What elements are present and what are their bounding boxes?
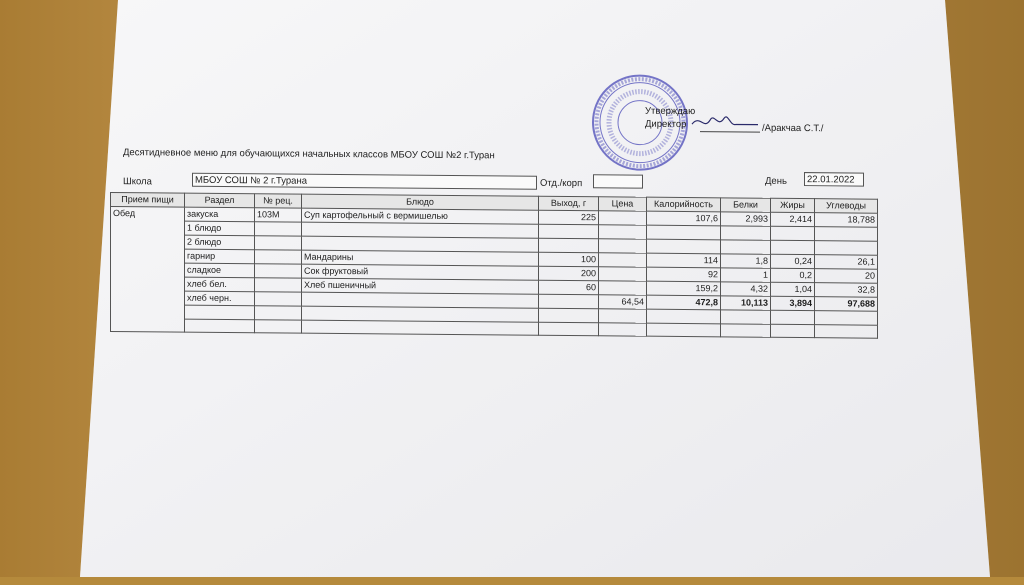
- carbs-cell: 26,1: [815, 255, 878, 270]
- col-header: Раздел: [185, 193, 255, 208]
- recipe-cell: [255, 236, 302, 250]
- protein-cell: 2,993: [721, 212, 771, 226]
- dept-label: Отд./корп: [540, 177, 583, 190]
- dish-cell: Мандарины: [302, 250, 539, 266]
- carbs-cell: 20: [815, 269, 878, 284]
- section-cell: хлеб бел.: [185, 277, 255, 292]
- dish-cell: [302, 320, 539, 336]
- section-cell: хлеб черн.: [185, 291, 255, 306]
- recipe-cell: [255, 264, 302, 278]
- director-position: Директор: [645, 118, 687, 131]
- col-header: Жиры: [771, 198, 815, 212]
- price-cell: [599, 253, 647, 267]
- col-header: Углеводы: [815, 199, 878, 214]
- kcal-cell: [647, 225, 721, 240]
- price-total-cell: 64,54: [599, 295, 647, 309]
- fat-cell: 0,24: [771, 254, 815, 268]
- director-name: /Аракчаа С.Т./: [762, 122, 824, 135]
- protein-total-cell: 10,113: [721, 296, 771, 310]
- school-field: МБОУ СОШ № 2 г.Турана: [192, 173, 537, 190]
- document-title: Десятидневное меню для обучающихся начальных классов МБОУ СОШ №2 г.Туран: [123, 147, 495, 162]
- fat-cell: 2,414: [771, 212, 815, 226]
- section-cell: [185, 319, 255, 333]
- section-cell: гарнир: [185, 249, 255, 264]
- yield-cell: [539, 322, 599, 336]
- school-label: Школа: [123, 176, 152, 188]
- col-header: Прием пищи: [111, 193, 185, 208]
- col-header: Блюдо: [302, 194, 539, 210]
- kcal-cell: [647, 239, 721, 254]
- carbs-cell: [815, 227, 878, 242]
- recipe-cell: [255, 319, 302, 333]
- recipe-cell: [255, 250, 302, 264]
- yield-cell: [539, 308, 599, 322]
- carbs-cell: 18,788: [815, 213, 878, 228]
- recipe-cell: [255, 292, 302, 306]
- carbs-cell: [815, 311, 878, 325]
- col-header: Выход, г: [539, 196, 599, 211]
- fat-total-cell: 3,894: [771, 296, 815, 310]
- dish-cell: Суп картофельный с вермишелью: [302, 208, 539, 224]
- price-cell: [599, 225, 647, 239]
- section-cell: 2 блюдо: [185, 235, 255, 250]
- fat-cell: [771, 324, 815, 338]
- recipe-cell: [255, 278, 302, 292]
- meal-cell: Обед: [111, 207, 185, 333]
- yield-cell: 225: [539, 210, 599, 225]
- col-header: Цена: [599, 197, 647, 211]
- signature: [690, 110, 760, 133]
- carbs-cell: [815, 241, 878, 256]
- section-cell: [185, 305, 255, 319]
- protein-cell: [721, 226, 771, 240]
- yield-cell: [539, 294, 599, 309]
- recipe-cell: [255, 306, 302, 320]
- carbs-cell: [815, 324, 878, 338]
- col-header: Калорийность: [647, 197, 721, 212]
- col-header: № рец.: [255, 194, 302, 208]
- price-cell: [599, 309, 647, 323]
- kcal-total-cell: 472,8: [647, 295, 721, 310]
- kcal-cell: 114: [647, 253, 721, 268]
- recipe-cell: 103М: [255, 208, 302, 222]
- kcal-cell: [647, 309, 721, 323]
- day-label: День: [765, 175, 787, 187]
- yield-cell: 200: [539, 266, 599, 281]
- carbs-total-cell: 97,688: [815, 297, 878, 312]
- protein-cell: [721, 323, 771, 337]
- dish-cell: Хлеб пшеничный: [302, 278, 539, 294]
- carbs-cell: 32,8: [815, 283, 878, 298]
- price-cell: [599, 239, 647, 253]
- price-cell: [599, 211, 647, 225]
- dish-cell: Сок фруктовый: [302, 264, 539, 280]
- protein-cell: [721, 310, 771, 324]
- yield-cell: [539, 224, 599, 239]
- yield-cell: 60: [539, 280, 599, 295]
- day-field: 22.01.2022: [804, 172, 864, 187]
- signature-line: [700, 131, 760, 133]
- approval-label: Утверждаю: [645, 105, 696, 118]
- protein-cell: [721, 240, 771, 254]
- protein-cell: 4,32: [721, 282, 771, 296]
- fat-cell: [771, 226, 815, 240]
- menu-table: [110, 192, 878, 339]
- dept-field: [593, 174, 643, 188]
- yield-cell: [539, 238, 599, 253]
- kcal-cell: 107,6: [647, 211, 721, 226]
- fat-cell: [771, 310, 815, 324]
- yield-cell: 100: [539, 252, 599, 267]
- section-cell: 1 блюдо: [185, 221, 255, 236]
- kcal-cell: [647, 323, 721, 337]
- price-cell: [599, 281, 647, 295]
- col-header: Белки: [721, 198, 771, 212]
- section-cell: сладкое: [185, 263, 255, 278]
- protein-cell: 1: [721, 268, 771, 282]
- fat-cell: 1,04: [771, 282, 815, 296]
- protein-cell: 1,8: [721, 254, 771, 268]
- fat-cell: [771, 240, 815, 254]
- recipe-cell: [255, 222, 302, 236]
- fat-cell: 0,2: [771, 268, 815, 282]
- price-cell: [599, 322, 647, 336]
- price-cell: [599, 267, 647, 281]
- kcal-cell: 159,2: [647, 281, 721, 296]
- kcal-cell: 92: [647, 267, 721, 282]
- section-cell: закуска: [185, 207, 255, 222]
